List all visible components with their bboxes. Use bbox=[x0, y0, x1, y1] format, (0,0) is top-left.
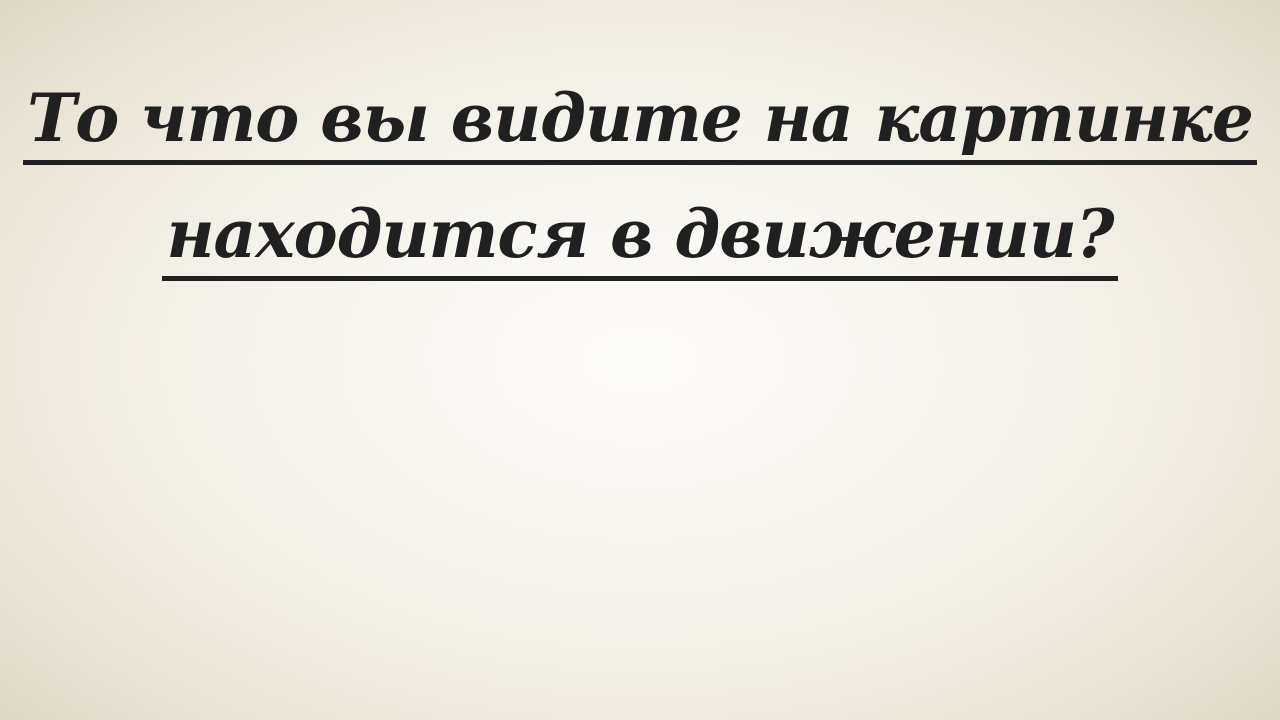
slide-title-line-1: То что вы видите на картинке bbox=[23, 76, 1257, 165]
slide-title-line-1-wrap bbox=[0, 60, 1280, 176]
slide-title-line-2: находится в движении? bbox=[162, 192, 1117, 281]
slide-title-line-2-wrap bbox=[0, 176, 1280, 292]
slide-title bbox=[0, 60, 1280, 292]
